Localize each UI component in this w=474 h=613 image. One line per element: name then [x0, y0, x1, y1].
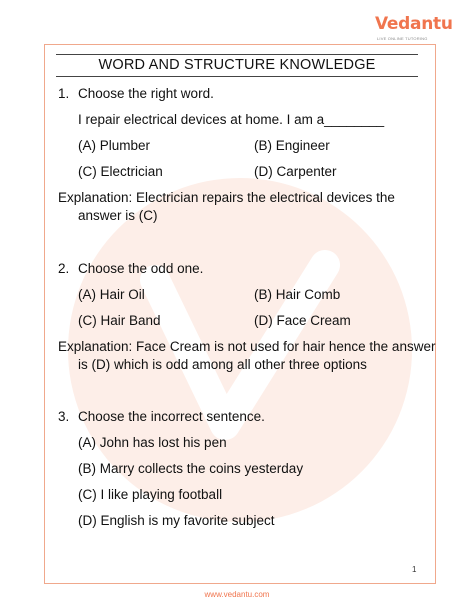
question-3-option-d: (D) English is my favorite subject [78, 513, 275, 528]
question-3-prompt: Choose the incorrect sentence. [78, 409, 265, 424]
page-title: WORD AND STRUCTURE KNOWLEDGE [98, 57, 376, 73]
question-2-option-a: (A) Hair Oil [78, 287, 145, 302]
question-2-explanation-line-2: is (D) which is odd among all other three options [78, 357, 367, 372]
question-2-option-c: (C) Hair Band [78, 313, 161, 328]
question-1-option-a: (A) Plumber [78, 138, 151, 153]
question-1-explanation-line-1: Explanation: Electrician repairs the electrical devices the [58, 190, 395, 205]
footer-url[interactable]: www.vedantu.com [204, 590, 270, 599]
question-1-sentence: I repair electrical devices at home. I am a________ [78, 112, 385, 127]
question-2-prompt: Choose the odd one. [78, 261, 204, 276]
question-2-number: 2. [58, 261, 70, 276]
question-3-option-b: (B) Marry collects the coins yesterday [78, 461, 304, 476]
page-number: 1 [412, 565, 417, 574]
logo-tagline: LIVE ONLINE TUTORING [377, 36, 428, 41]
question-3-option-a: (A) John has lost his pen [78, 435, 227, 450]
question-1-explanation-line-2: answer is (C) [78, 208, 158, 223]
question-1-number: 1. [58, 86, 70, 101]
question-1-prompt: Choose the right word. [78, 86, 214, 101]
title-rule-bottom [56, 76, 418, 77]
question-3-option-c: (C) I like playing football [78, 487, 223, 502]
question-3-number: 3. [58, 409, 70, 424]
question-2-option-d: (D) Face Cream [254, 313, 351, 328]
question-1-option-d: (D) Carpenter [254, 164, 337, 179]
logo-wordmark: Vedantu [375, 14, 453, 34]
question-1-option-b: (B) Engineer [254, 138, 330, 153]
question-2-explanation-line-1: Explanation: Face Cream is not used for hair hence the answer [58, 339, 436, 354]
question-2-option-b: (B) Hair Comb [254, 287, 341, 302]
title-rule-top [56, 54, 418, 55]
vedantu-logo [373, 14, 453, 48]
question-1-option-c: (C) Electrician [78, 164, 163, 179]
